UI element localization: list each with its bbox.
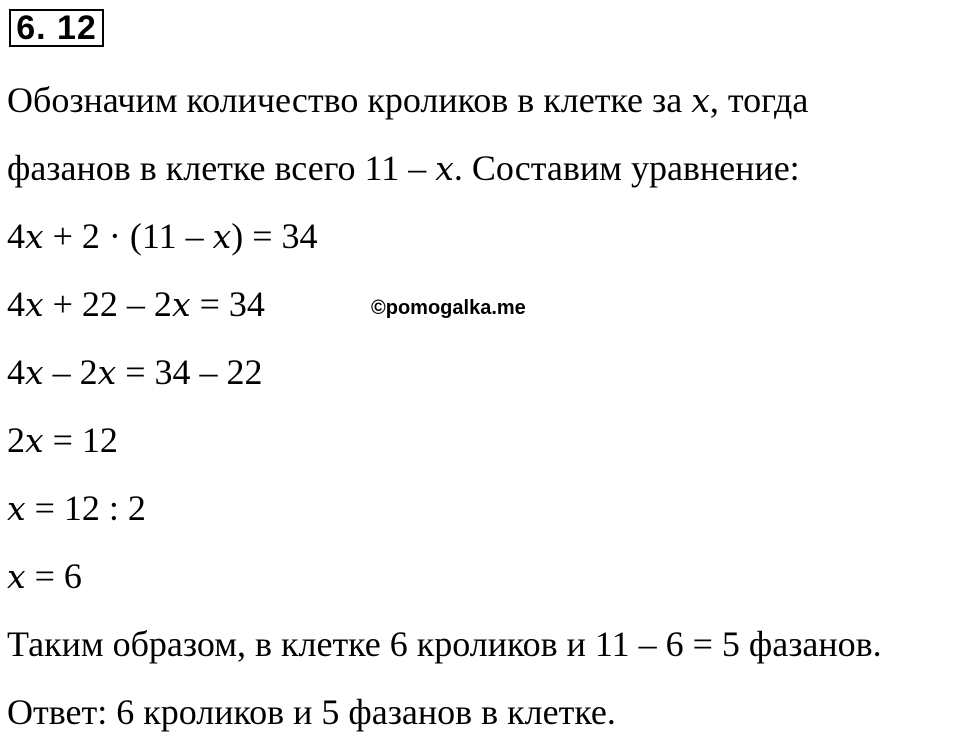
variable-x: x <box>25 421 44 460</box>
task-number-box <box>9 9 104 47</box>
equation-line-1: 4x + 2 · (11 – x) = 34 <box>7 216 318 256</box>
variable-x: x <box>97 353 117 392</box>
equation-line-6: x = 6 <box>7 556 82 596</box>
variable-x: x <box>7 557 26 596</box>
variable-x: x <box>171 285 191 324</box>
equation-line-5: x = 12 : 2 <box>7 488 146 528</box>
variable-x: x <box>25 217 44 256</box>
text-line-1: Обозначим количество кроликов в клетке за x, тогда <box>7 80 809 120</box>
variable-x: x <box>691 81 710 120</box>
answer-line: Ответ: 6 кроликов и 5 фазанов в клетке. <box>7 692 616 732</box>
watermark: ©pomogalka.me <box>371 297 526 319</box>
variable-x: x <box>435 149 454 188</box>
equation-line-4: 2x = 12 <box>7 420 118 460</box>
variable-x: x <box>7 489 26 528</box>
equation-line-2: 4x + 22 – 2x = 34 <box>7 284 265 324</box>
variable-x: x <box>25 285 44 324</box>
variable-x: x <box>25 353 44 392</box>
task-number: 6. 12 <box>16 9 97 47</box>
equation-line-3: 4x – 2x = 34 – 22 <box>7 352 263 392</box>
variable-x: x <box>212 217 232 256</box>
text-line-2: фазанов в клетке всего 11 – x. Составим уравнение: <box>7 148 800 188</box>
conclusion-line: Таким образом, в клетке 6 кроликов и 11 – 6 = 5 фазанов. <box>7 624 882 664</box>
